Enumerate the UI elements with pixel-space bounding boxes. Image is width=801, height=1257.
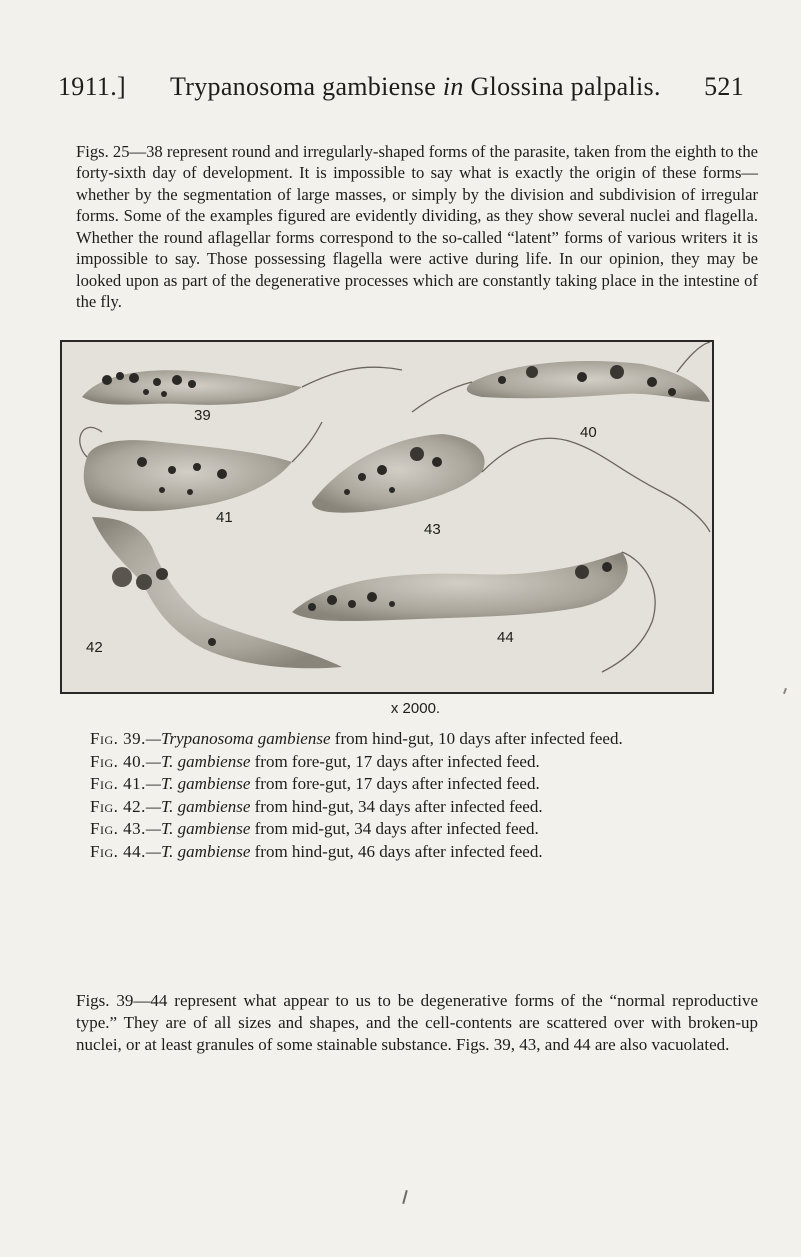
figure-label-40: 40 bbox=[580, 424, 597, 441]
title-in: in bbox=[442, 72, 464, 101]
body-paragraph-1: Figs. 25—38 represent round and irregularly-shaped forms of the parasite, taken from the eighth to the forty-sixth day of development. It is impossible to say what is exactly the origin of these forms—whether by the segmentation of large masses, or simply by the division and subdivision of irregular forms. Some of the examples figured are evidently dividing, as they show several nuclei and flagella. Whether the round aflagellar forms correspond to the so-called “latent” forms of various writers it is impossible to say. Those possessing flagella were active during life. In our opinion, they may be looked upon as part of the degenerative processes which are constantly taking place in the intestine of the fly. bbox=[76, 141, 758, 312]
caption-species: —T. gambiense bbox=[145, 819, 251, 839]
caption-species: —T. gambiense bbox=[145, 751, 251, 771]
caption-fig-39 bbox=[90, 728, 770, 751]
figure-illustration bbox=[62, 342, 712, 692]
title-suffix: Glossina palpalis. bbox=[463, 72, 661, 101]
figure-label-42: 42 bbox=[86, 639, 103, 656]
figure-label-39: 39 bbox=[194, 407, 211, 424]
caption-fig-number: Fig. 39. bbox=[90, 729, 146, 748]
caption-text: from fore-gut, 17 days after infected feed. bbox=[250, 774, 540, 794]
caption-text: from fore-gut, 17 days after infected feed. bbox=[250, 751, 540, 771]
figure-label-41: 41 bbox=[216, 509, 233, 526]
caption-fig-44 bbox=[90, 841, 770, 864]
caption-fig-number: Fig. 40. bbox=[90, 751, 146, 771]
caption-text: from hind-gut, 34 days after infected feed. bbox=[250, 796, 543, 816]
caption-species: —Trypanosoma gambiense bbox=[145, 729, 331, 748]
caption-text: from hind-gut, 10 days after infected feed. bbox=[330, 729, 623, 748]
caption-species: —T. gambiense bbox=[145, 841, 251, 861]
caption-species: —T. gambiense bbox=[145, 796, 251, 816]
figure-plate bbox=[60, 340, 714, 694]
caption-fig-43 bbox=[90, 818, 770, 841]
header-year: 1911.] bbox=[58, 72, 126, 101]
figure-label-44: 44 bbox=[497, 629, 514, 646]
figure-captions bbox=[90, 728, 770, 864]
caption-species: —T. gambiense bbox=[145, 774, 251, 794]
caption-fig-40 bbox=[90, 751, 770, 774]
caption-text: from mid-gut, 34 days after infected feed. bbox=[250, 819, 539, 839]
caption-fig-number: Fig. 44. bbox=[90, 841, 146, 861]
figure-label-43: 43 bbox=[424, 521, 441, 538]
magnification-label: x 2000. bbox=[390, 700, 441, 717]
scan-speck bbox=[783, 688, 787, 694]
running-header bbox=[58, 72, 744, 112]
caption-text: from hind-gut, 46 days after infected feed. bbox=[250, 841, 543, 861]
caption-fig-number: Fig. 43. bbox=[90, 819, 146, 839]
scan-speck bbox=[402, 1190, 408, 1204]
caption-fig-42 bbox=[90, 796, 770, 819]
title-prefix: Trypanosoma gambiense bbox=[170, 72, 443, 101]
caption-fig-41 bbox=[90, 773, 770, 796]
caption-fig-number: Fig. 42. bbox=[90, 796, 146, 816]
caption-fig-number: Fig. 41. bbox=[90, 774, 146, 794]
page-number: 521 bbox=[704, 72, 744, 101]
body-paragraph-2: Figs. 39—44 represent what appear to us to be degenerative forms of the “normal reproductive type.” They are of all sizes and shapes, and the cell-contents are scattered over with broken-up nuclei, or at least granules of some stainable substance. Figs. 39, 43, and 44 are also vacuolated. bbox=[76, 991, 758, 1054]
running-title bbox=[170, 72, 661, 102]
